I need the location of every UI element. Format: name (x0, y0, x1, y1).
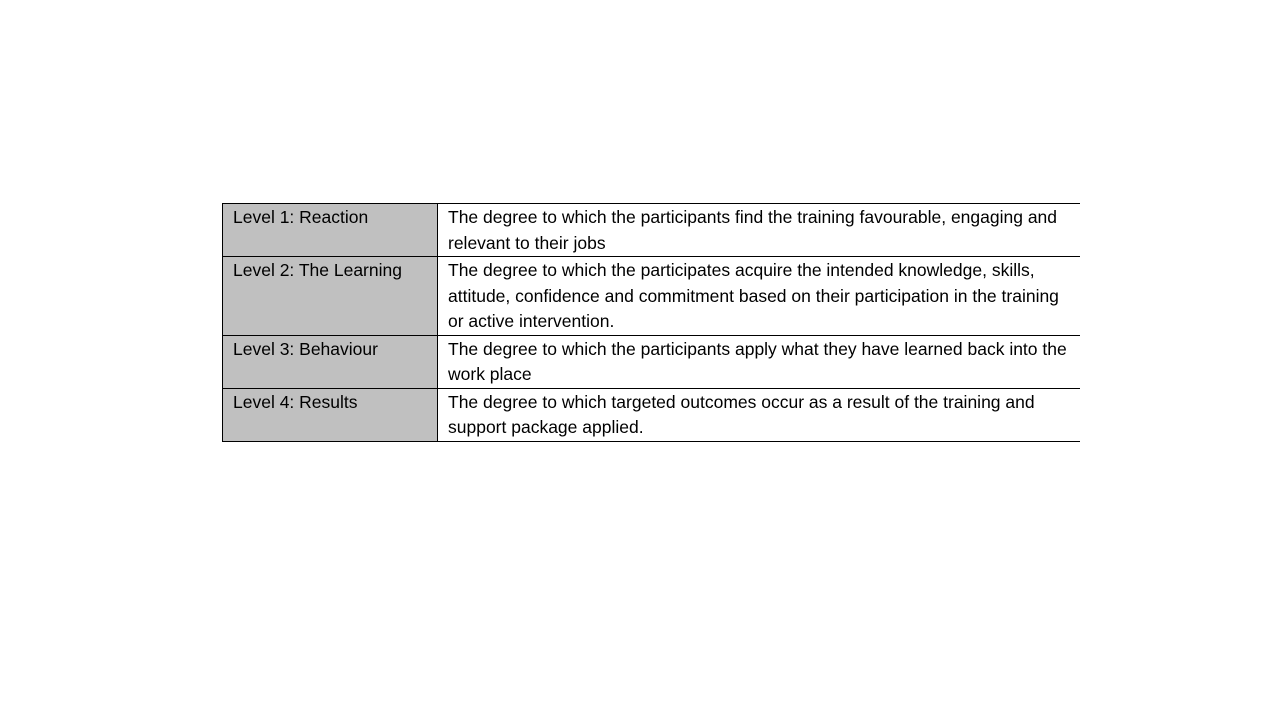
level-label: Level 3: Behaviour (223, 335, 438, 388)
level-label: Level 1: Reaction (223, 204, 438, 257)
table-row (223, 257, 1080, 336)
level-label: Level 2: The Learning (223, 257, 438, 336)
table-row (223, 335, 1080, 388)
level-label: Level 4: Results (223, 388, 438, 441)
table-row (223, 388, 1080, 441)
level-description: The degree to which targeted outcomes occur as a result of the training and support package applied. (438, 388, 1080, 441)
level-description: The degree to which the participates acquire the intended knowledge, skills, attitude, confidence and commitment based on their participation in the training or active intervention. (438, 257, 1080, 336)
table-row (223, 204, 1080, 257)
level-description: The degree to which the participants apply what they have learned back into the work place (438, 335, 1080, 388)
evaluation-levels-table (222, 203, 1080, 442)
level-description: The degree to which the participants find the training favourable, engaging and relevant to their jobs (438, 204, 1080, 257)
